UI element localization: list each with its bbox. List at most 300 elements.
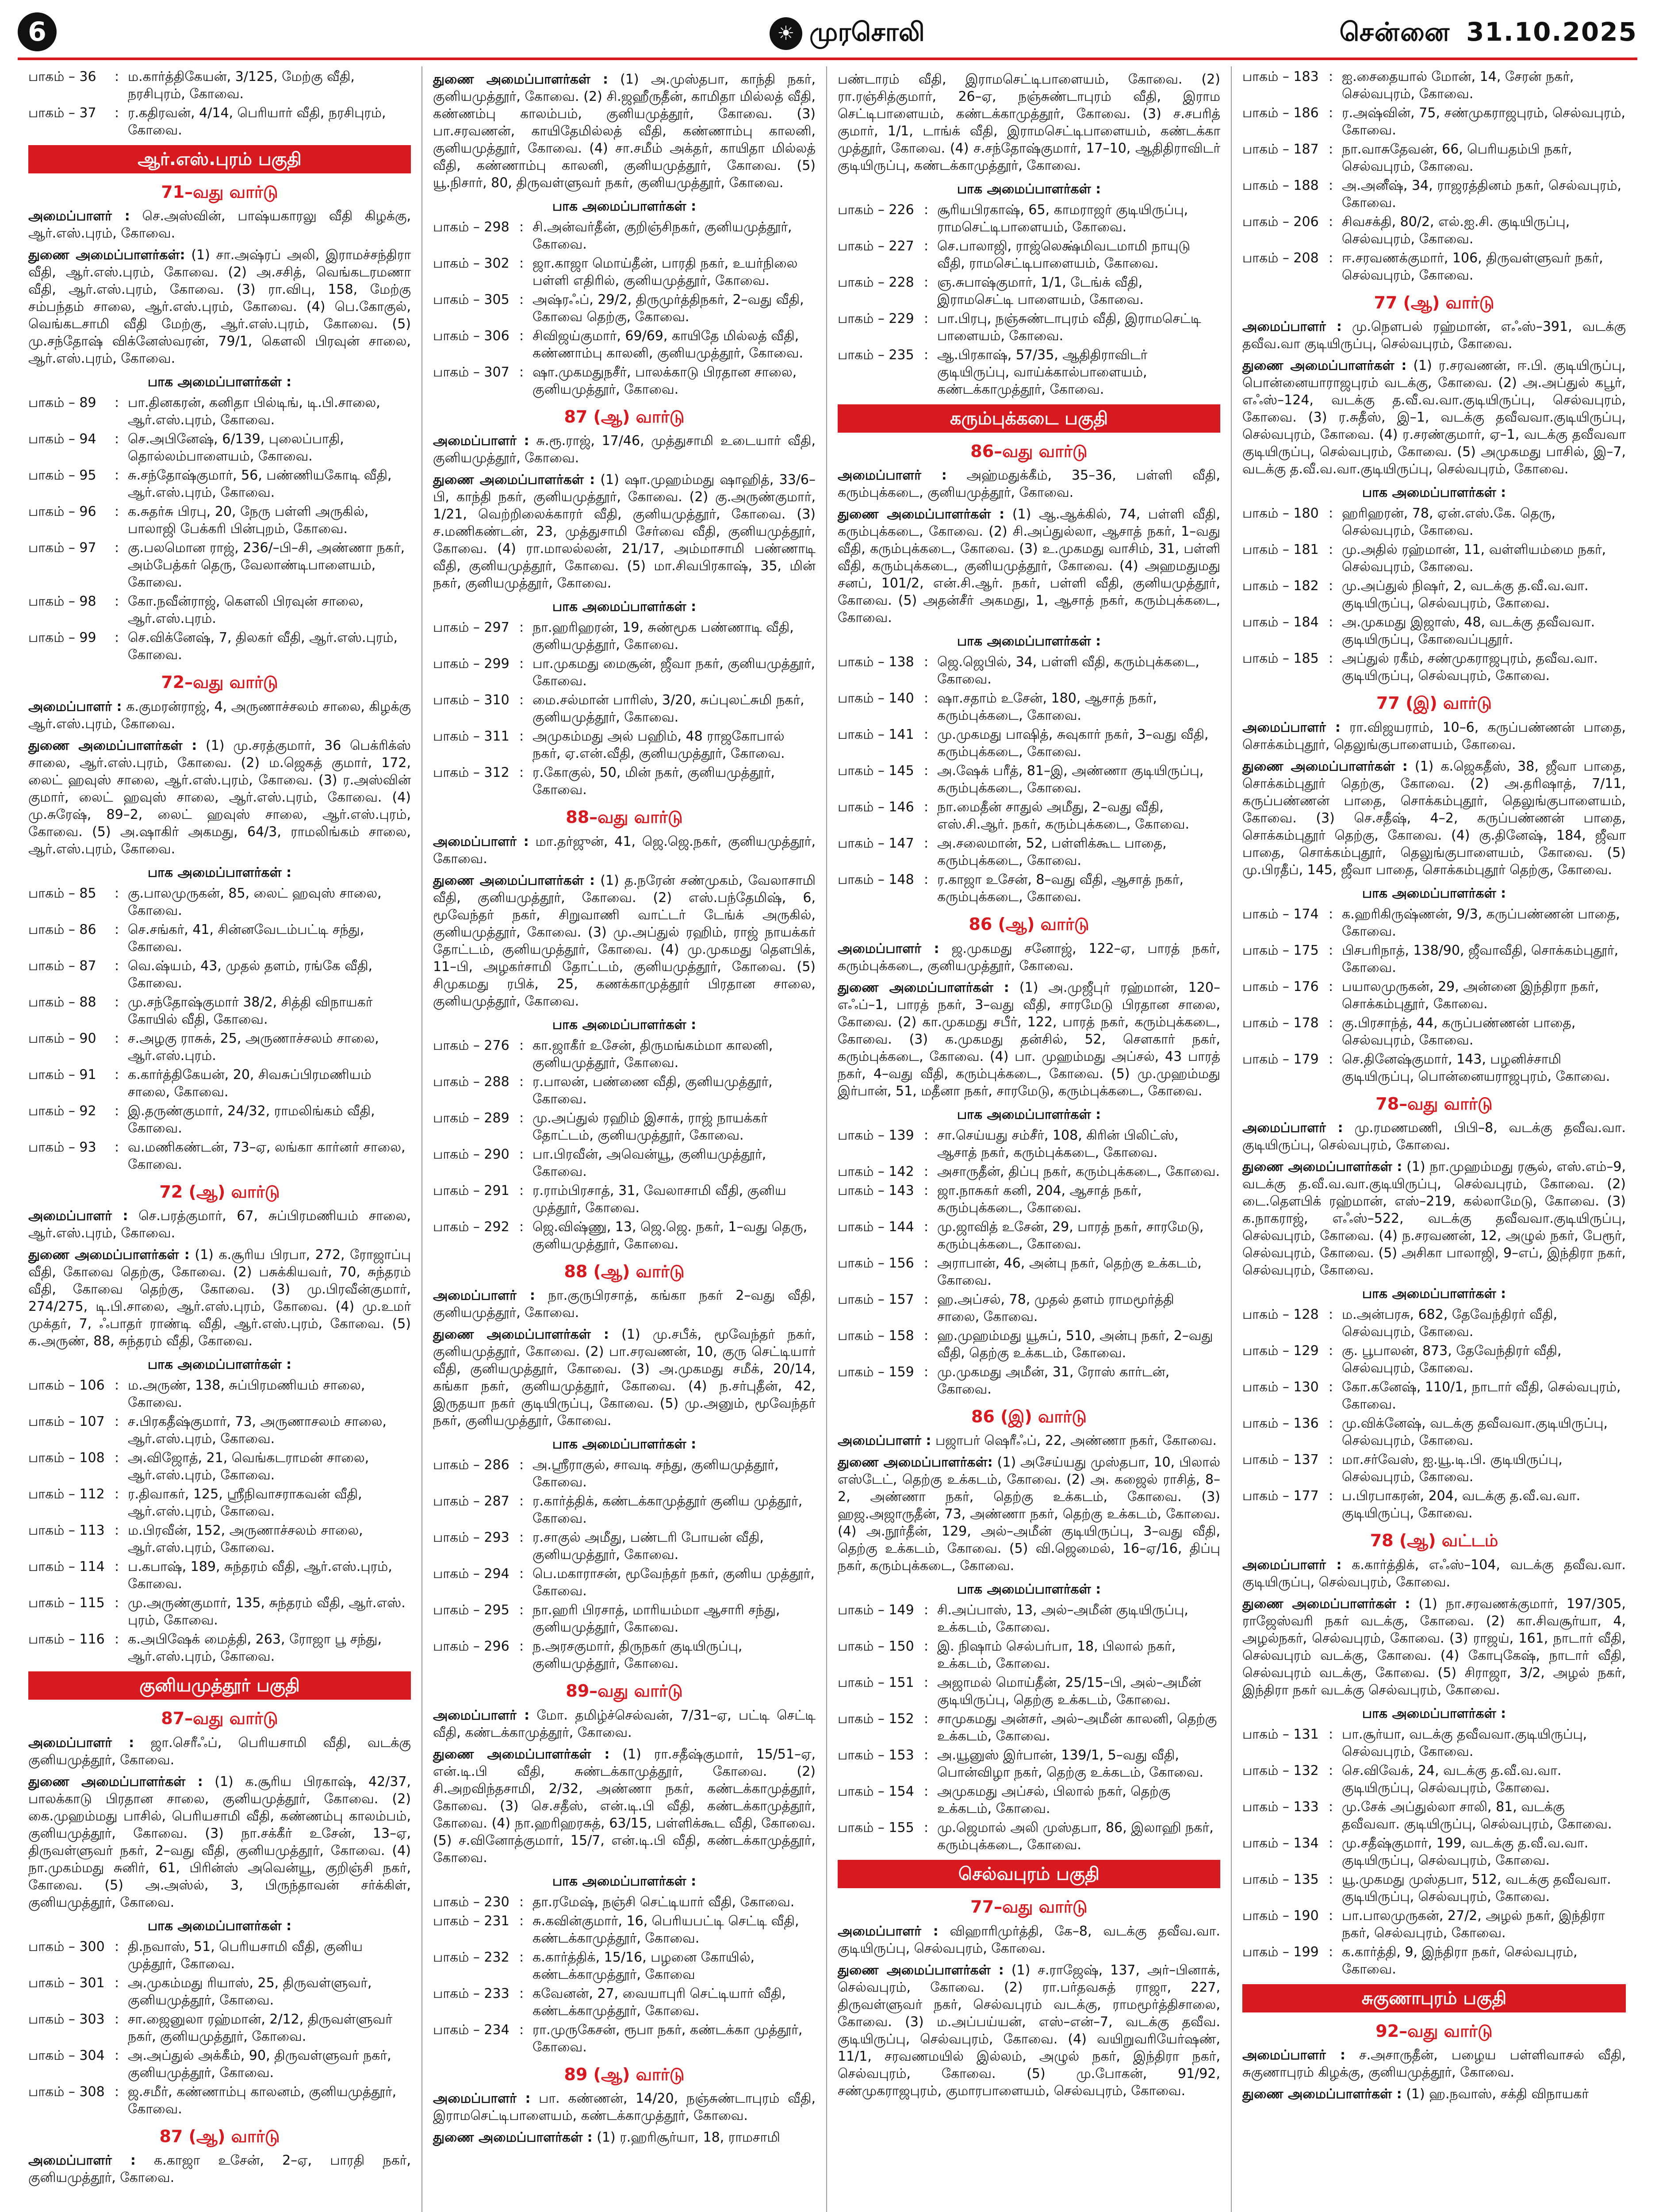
booth-number: பாகம் – 158: [838, 1328, 914, 1344]
booth-organizer-address: க.கார்த்தி, 9, இந்திரா நகர், செல்வபுரம், கோவை.: [1342, 1944, 1578, 1977]
booth-number: பாகம் – 131: [1242, 1726, 1319, 1742]
separator-colon: :: [519, 1110, 524, 1126]
separator-colon: :: [1329, 542, 1333, 558]
booth-entry: [1242, 577, 1626, 612]
booth-entry: [838, 690, 1220, 724]
booth-entry: [28, 503, 411, 538]
booth-organizers-subheading: பாக அமைப்பாளர்கள் :: [552, 1873, 697, 1889]
masthead: [18, 9, 1637, 60]
booth-entry: [28, 1486, 411, 1520]
organizer-details: (1) நா.சரவணக்குமார், 197/305, ராஜேஸ்வரி நகர் வடக்கு, கோவை. (2) கா.சிவசூர்யா, 4, அழல்நகர், செல்வபுரம், கோவை. (3) ராஜய், 161, நாடார் வீதி, செல்வபுரம் வடக்கு, கோவை. (4) கோபுகேஷ், நாடார் வீதி, செல்வபுரம் வடக்கு, கோவை. (5) சிராஜா, 3/2, அழல் நகர், இந்திரா நகர் வடக்கு செல்வபுரம், கோவை.: [1242, 1596, 1626, 1698]
booth-number: பாகம் – 185: [1242, 651, 1319, 667]
booth-entry: [1242, 1014, 1626, 1049]
booth-number: பாகம் – 188: [1242, 178, 1319, 193]
booth-organizer-address: க.ஹரிகிருஷ்ணன், 9/3, கருப்பண்ணன் பாதை, கோவை.: [1342, 906, 1620, 939]
organizer-paragraph: [838, 506, 1220, 626]
separator-colon: :: [924, 727, 929, 743]
booth-entry: [838, 201, 1220, 236]
separator-colon: :: [115, 885, 119, 901]
booth-organizer-address: மா.சர்வேஸ், ஐ.யூ.டி.பி. குடியிருப்பு, செல்வபுரம், கோவை.: [1342, 1452, 1563, 1485]
booth-number: பாகம் – 112: [28, 1486, 105, 1502]
booth-entry: [838, 653, 1220, 688]
separator-colon: :: [115, 395, 119, 411]
booth-number: பாகம் – 303: [28, 2011, 105, 2027]
booth-entry: [433, 1073, 816, 1108]
booth-number: பாகம் – 115: [28, 1595, 105, 1611]
booth-number: பாகம் – 294: [433, 1566, 510, 1582]
booth-number: பாகம் – 90: [28, 1030, 96, 1046]
booth-organizer-address: பயாலமுருகன், 29, அன்னை இந்திரா நகர், சொக்கம்புதூர், கோவை.: [1342, 979, 1599, 1012]
role-label: அமைப்பாளர் :: [1242, 719, 1341, 735]
booth-organizer-address: யூ.முகமது முஸ்தபா, 512, வடக்கு தவீவவா. குடியிருப்பு, செல்வபுரம், கோவை.: [1342, 1871, 1611, 1905]
booth-organizer-address: அ.அனீஷ், 34, ராஜரத்தினம் நகர், செல்வபுரம், கோவை.: [1342, 178, 1622, 211]
booth-number: பாகம் – 157: [838, 1291, 914, 1307]
organizer-paragraph: [1242, 2047, 1626, 2081]
booth-entry: [1242, 1487, 1626, 1522]
separator-colon: :: [924, 1602, 929, 1618]
separator-colon: :: [519, 328, 524, 344]
booth-number: பாகம் – 87: [28, 958, 96, 974]
separator-colon: :: [1329, 614, 1333, 630]
booth-organizer-address: ஜ.சமீர், கண்ணாம்பு காலனம், குனியமுத்தூர், கோவை.: [128, 2084, 397, 2117]
booth-organizer-address: ஈ.சரவணக்குமார், 106, திருவள்ளுவர் நகர், செல்வபுரம், கோவை.: [1342, 250, 1603, 283]
booth-organizer-address: அசாருதீன், திப்பு நகர், கரும்புக்கடை, கோவை.: [937, 1164, 1220, 1179]
booth-entry: [1242, 1342, 1626, 1377]
booth-number: பாகம் – 174: [1242, 906, 1319, 922]
column-1: [18, 66, 422, 2212]
booth-entry: [433, 219, 816, 253]
booth-organizer-address: மு.சேக் அப்துல்லா சாலி, 81, வடக்கு தவீவவா. குடியிருப்பு, செல்வபுரம், கோவை.: [1342, 1799, 1612, 1832]
booth-organizer-address: அ.ஷேக் பரீத், 81–இ, அண்ணா குடியிருப்பு, கரும்புக்கடை, கோவை.: [937, 763, 1204, 796]
booth-organizers-subheading: பாக அமைப்பாளர்கள் :: [1362, 885, 1506, 901]
dateline-date: 31.10.2025: [1466, 17, 1637, 47]
separator-colon: :: [519, 365, 524, 380]
booth-number: பாகம் – 208: [1242, 250, 1319, 266]
dateline: [1323, 17, 1637, 50]
organizer-paragraph: [1242, 1158, 1626, 1279]
organizer-details: செ.அஸ்வின், பாஷ்யகாரலு வீதி கிழக்கு, ஆர்.எஸ்.புரம், கோவை.: [28, 208, 411, 242]
role-label: துணை அமைப்பாளர்கள் :: [1242, 1159, 1402, 1175]
ward-heading: 87 (ஆ) வார்டு: [159, 2126, 280, 2146]
separator-colon: :: [924, 836, 929, 852]
organizer-details: (1) மு.சரத்குமார், 36 பெக்ரிக்ஸ் சாலை, ஆர்.எஸ்.புரம், கோவை. (2) ம.ஜெகத் குமார், 172, லைட் ஹவுஸ் சாலை, ஆர்.எஸ்.புரம், கோவை. (3) ர.அஸ்வின் குமார், லைட் ஹவுஸ் சாலை, ஆர்.எஸ்.புரம், கோவை. (4) மு.சுரேஷ், 89–2, லைட் ஹவுஸ் சாலை, ஆர்.எஸ்.புரம், கோவை. (5) அ.ஷாகிர் அகமது, 64/3, ராமலிங்கம் சாலை, ஆர்.எஸ்.புரம், கோவை.: [28, 737, 411, 857]
booth-number: பாகம் – 91: [28, 1067, 96, 1083]
organizer-details: விஹாரிமுர்த்தி, கே–8, வடக்கு தவீவ.வா. குடியிருப்பு, செல்வபுரம், கோவை.: [838, 1923, 1220, 1956]
area-section-banner: ஆர்.எஸ்.புரம் பகுதி: [28, 145, 411, 173]
separator-colon: :: [924, 1820, 929, 1836]
organizer-details: (1) ஷா.முஹம்மது ஷாஹித், 33/6–பி, காந்தி நகர், குனியமுத்தூர், கோவை. (2) கு.அருண்குமார், 1/21, வெற்றிலைக்காரர் வீதி, குனியமுத்தூர், கோவை. (3) ச.மணிகண்டன், 23, முத்துசாமி சேர்வை வீதி, குனியமுத்தூர், கோவை. (4) ரா.மாலல்லன், 21/17, அம்மாசாமி பண்ணாடி வீதி, குனியமுத்தூர், கோவை. (5) மா.சிவபிரகாஷ், 35, மின் நகர், குனியமுத்தூர், கோவை.: [433, 472, 816, 591]
organizer-details: (1) ச.ராஜேஷ், 137, அர்–பினாக், செல்வபுரம், கோவை. (2) ரா.பர்தவசுத் ராஜா, 227, திருவள்ளுவர் நகர், செல்வபுரம் வடக்கு, ராமமூர்த்திசாலை, கோவை. (3) ம.அப்பய்யன், எஸ்–என்–7, வடக்கு தவீவ. குடியிருப்பு, செல்வபுரம், கோவை. (4) வயிறுவரியேர்ஷண், 11/1, சரவணமயில் இல்லம், அழுல் நகர், இந்திரா நகர், செல்வபுரம், கோவை. (5) மு.போகன், 91/92, சண்முகராஜபுரம், குமாரபாளையம், செல்வபுரம், கோவை.: [838, 1962, 1220, 2099]
booth-organizer-address: பா.முகமது மைசூன், ஜீவா நகர், குனியமுத்தூர், கோவை.: [533, 656, 816, 689]
separator-colon: :: [115, 1378, 119, 1394]
booth-organizer-address: ஜெ.ஜெபில், 34, பள்ளி வீதி, கரும்புக்கடை, கோவை.: [937, 654, 1199, 687]
booth-entry: [838, 1255, 1220, 1289]
dateline-city: சென்னை: [1339, 17, 1451, 47]
booth-entry: [433, 291, 816, 326]
booth-number: பாகம் – 37: [28, 105, 96, 121]
booth-organizer-address: பா.பாலமுருகன், 27/2, அழல் நகர், இந்திரா நகர், செல்வபுரம், கோவை.: [1342, 1908, 1605, 1941]
booth-entry: [838, 1747, 1220, 1781]
booth-number: பாகம் – 128: [1242, 1307, 1319, 1323]
organizer-paragraph: [28, 1773, 411, 1911]
booth-entry: [28, 1594, 411, 1629]
booth-number: பாகம் – 301: [28, 1975, 105, 1991]
booth-organizer-address: சி.அன்வர்தீன், குறிஞ்சிநகர், குனியமுத்தூர், கோவை.: [533, 219, 792, 252]
organizer-details: (1) நா.முஹம்மது ரசூல், எஸ்.எம்–9, வடக்கு த.வீ.வ.வா.குடியிருப்பு, செல்வபுரம், கோவை. (2) டை.தெளபிக் ரஹ்மான், எஸ்–219, கல்லாமேடு, கோவை. (3) க.நாகராஜ், எஃஸ்–522, வடக்கு தவீவவா.குடியிருப்பு, செல்வபுரம், கோவை. (4) ந.சரவணன், 12, அழுல் நகர், பேரூர், செல்வபுரம், கோவை. (5) அசிகா பாலாஜி, 9–எப், இந்திரா நகர், செல்வபுரம், கோவை.: [1242, 1159, 1626, 1279]
ward-heading: 86 (இ) வார்டு: [971, 1406, 1087, 1426]
booth-number: பாகம் – 137: [1242, 1452, 1319, 1468]
booth-entry: [28, 1413, 411, 1448]
booth-organizer-address: மு.அருண்குமார், 135, சுந்தரம் வீதி, ஆர்.எஸ். புரம், கோவை.: [128, 1595, 406, 1628]
booth-entry: [28, 1631, 411, 1665]
separator-colon: :: [1329, 578, 1333, 594]
role-label: துணை அமைப்பாளர்கள் :: [28, 1774, 203, 1790]
separator-colon: :: [115, 1523, 119, 1539]
booth-organizer-address: சாமுகமது அன்சர், அல்–அமீன் காலனி, தெற்கு உக்கடம், கோவை.: [937, 1711, 1217, 1744]
booth-organizers-subheading: பாக அமைப்பாளர்கள் :: [957, 1106, 1101, 1122]
separator-colon: :: [115, 2084, 119, 2100]
ward-heading: 72–வது வார்டு: [161, 672, 278, 692]
booth-number: பாகம் – 295: [433, 1602, 510, 1618]
booth-entry: [28, 994, 411, 1028]
ward-heading: 89 (ஆ) வார்டு: [564, 2064, 685, 2084]
role-label: அமைப்பாளர் :: [1242, 1120, 1343, 1136]
booth-entry: [28, 2047, 411, 2081]
role-label: அமைப்பாளர் :: [433, 1707, 530, 1723]
booth-number: பாகம் – 114: [28, 1559, 105, 1575]
booth-entry: [433, 1601, 816, 1636]
booth-organizer-address: அஜாமல் மொய்தீன், 25/15–பி, அல்–அமீன் குடியிருப்பு, தெற்கு உக்கடம், கோவை.: [937, 1675, 1201, 1708]
booth-organizer-address: ஹ.முஹம்மது யூசுப், 510, அன்பு நகர், 2–வது வீதி, தெற்கு உக்கடம், கோவை.: [937, 1328, 1213, 1361]
newspaper-name: முரசொலி: [809, 17, 925, 47]
booth-organizer-address: செ.விக்னேஷ், 7, திலகர் வீதி, ஆர்.எஸ்.புரம், கோவை.: [128, 630, 398, 663]
booth-number: பாகம் – 234: [433, 2022, 510, 2038]
booth-entry: [433, 1146, 816, 1180]
organizer-paragraph: [838, 1454, 1220, 1575]
booth-entry: [28, 1938, 411, 1973]
organizer-details: (1) க.ஜெகதீஸ், 38, ஜீவா பாதை, சொக்கம்புதூர் தெற்கு, கோவை. (2) அ.தரிஷாத், 7/11, கருப்பண்ணன் பாதை, சொக்கம்புதூர், தெலுங்குபாளையம், கோவை. (3) செ.சதீஷ், 4–2, கருப்பண்ணன் பாதை, சொக்கம்புதூர் தெற்கு, கோவை. (4) கு.தினேஷ், 184, ஜீவா பாதை, சொக்கம்புதூர், தெலுங்குபாளையம், கோவை. (5) மு.பிரதீப், 145, ஜீவா பாதை, சொக்கம்புதூர் தெற்கு, கோவை.: [1242, 758, 1626, 878]
booth-entry: [433, 1912, 816, 1947]
separator-colon: :: [924, 799, 929, 815]
role-label: துணை அமைப்பாளர்கள் :: [433, 1746, 610, 1762]
separator-colon: :: [924, 1747, 929, 1763]
booth-organizer-address: ம.பிரவீன், 152, அருணாச்சலம் சாலை, ஆர்.எஸ்.புரம், கோவை.: [128, 1523, 363, 1556]
booth-organizers-subheading: பாக அமைப்பாளர்கள் :: [1362, 485, 1506, 501]
booth-entry: [838, 1638, 1220, 1672]
organizer-details: (1) சா.அஷ்ரப் அலி, இராமச்சந்திரா வீதி, ஆர்.எஸ்.புரம், கோவை. (2) அ.சசித், வெங்கடரமணா வீதி, ஆர்.எஸ்.புரம், கோவை. (3) ரா.விபு, 158, மேற்கு சம்பந்தம் சாலை, ஆர்.எஸ்.புரம், கோவை. (4) பெ.கோகுல், வெங்கடசாமி வீதி மேற்கு, ஆர்.எஸ்.புரம், கோவை. (5) மு.சந்தோஷ் விக்னேஸ்வரன், 79/1, கௌலி பிரவுன் சாலை, ஆர்.எஸ்.புரம், கோவை.: [28, 247, 411, 367]
booth-number: பாகம் – 179: [1242, 1051, 1319, 1067]
booth-entry: [1242, 177, 1626, 211]
booth-entry: [838, 274, 1220, 308]
organizer-paragraph: [28, 2152, 411, 2186]
organizer-paragraph: [433, 1326, 816, 1429]
booth-number: பாகம் – 143: [838, 1183, 914, 1198]
booth-number: பாகம் – 292: [433, 1219, 510, 1235]
organizer-details: பண்டாரம் வீதி, இராமசெட்டிபாளையம், கோவை. (2) ரா.ரஞ்சித்குமார், 26–ஏ, நஞ்சுண்டாபுரம் வீதி, இராம செட்டிபாளையம், கண்டக்காமுத்தூர், கோவை. (3) ச.சபரித் குமார், 1/1, டாங்க் வீதி, இராமசெட்டிபாளையம், கண்டக்கா முத்தூர், கோவை. (4) ச.சந்தோஷ்குமார், 17–10, ஆதிதிராவிடர் குடியிருப்பு, கண்டக்காமுத்தூர், கோவை.: [838, 72, 1220, 173]
booth-organizer-address: மு.சதீஷ்குமார், 199, வடக்கு த.வீ.வ.வா. குடியிருப்பு, செல்வபுரம், கோவை.: [1342, 1835, 1589, 1868]
separator-colon: :: [924, 1328, 929, 1344]
booth-organizer-address: கு.பிரசாந்த், 44, கருப்பண்ணன் பாதை, செல்வபுரம், கோவை.: [1342, 1015, 1576, 1048]
booth-entry: [28, 2011, 411, 2045]
booth-organizer-address: ர.திவாகர், 125, ஸ்ரீநிவாசராகவன் வீதி, ஆர்.எஸ்.புரம், கோவை.: [128, 1486, 362, 1520]
organizer-details: மு.நௌபல் ரஹ்மான், எஃஸ்–391, வடக்கு தவீவ.வா குடியிருப்பு, செல்வபுரம், கோவை.: [1242, 319, 1626, 352]
booth-organizer-address: இ.தருண்குமார், 24/32, ராமலிங்கம் வீதி, கோவை.: [128, 1103, 375, 1136]
booth-entry: [28, 593, 411, 627]
booth-number: பாகம் – 93: [28, 1139, 96, 1155]
separator-colon: :: [924, 1219, 929, 1235]
booth-organizer-address: அ.சலைமான், 52, பள்ளிக்கூட பாதை, கரும்புக்கடை, கோவை.: [937, 836, 1167, 869]
separator-colon: :: [115, 922, 119, 937]
role-label: அமைப்பாளர் :: [838, 1433, 931, 1449]
booth-entry: [28, 2083, 411, 2118]
organizer-details: சு.ரூ.ராஜ், 17/46, முத்துசாமி உடையார் வீதி, குனியமுத்தூர், கோவை.: [433, 433, 816, 466]
booth-number: பாகம் – 300: [28, 1939, 105, 1955]
booth-organizer-address: ரா.முருகேசன், ரூபா நகர், கண்டக்கா முத்தூர், கோவை.: [533, 2022, 803, 2055]
rising-sun-logo-icon: ☀: [770, 17, 802, 50]
organizer-paragraph: [433, 833, 816, 868]
separator-colon: :: [519, 1602, 524, 1618]
separator-colon: :: [115, 504, 119, 520]
ward-heading: 86 (ஆ) வார்டு: [969, 914, 1089, 934]
booth-number: பாகம் – 99: [28, 630, 96, 646]
booth-organizer-address: மு.முகமது அமீன், 31, ரோஸ் கார்டன், கோவை.: [937, 1364, 1170, 1397]
role-label: அமைப்பாளர் :: [838, 941, 939, 956]
article-columns: [18, 66, 1637, 2212]
separator-colon: :: [519, 1037, 524, 1053]
booth-entry: [28, 957, 411, 992]
separator-colon: :: [519, 1457, 524, 1473]
booth-entry: [1242, 1415, 1626, 1449]
column-3: [827, 66, 1232, 2212]
booth-organizer-address: மு.சந்தோஷ்குமார் 38/2, சித்தி விநாயகர் கோயில் வீதி, கோவை.: [128, 994, 373, 1027]
booth-organizer-address: அமுகம்மது அல் பஹிம், 48 ராஜகோபால் நகர், ஏ.என்.வீதி, குனியமுத்தூர், கோவை.: [533, 729, 785, 762]
booth-organizer-address: ஐ.சைதையால் மோன், 14, சேரன் நகர், செல்வபுரம், கோவை.: [1342, 69, 1574, 102]
booth-entry: [433, 1529, 816, 1563]
booth-organizer-address: கு.பலமொன ராஜ், 236/–பி–சி, அண்ணா நகர், அம்பேத்கர் தெரு, வேலாண்டிபாளையம், கோவை.: [128, 540, 405, 591]
booth-organizer-address: சிவசக்தி, 80/2, எல்.ஐ.சி. குடியிருப்பு, செல்வபுரம், கோவை.: [1342, 214, 1570, 247]
booth-organizer-address: சா.செய்யது சம்சீர், 108, கிரின் பிலிட்ஸ், ஆசாத் நகர், கரும்புக்கடை, கோவை.: [937, 1127, 1179, 1160]
organizer-details: மோ. தமிழ்ச்செல்வன், 7/31–ஏ, பட்டி செட்டி வீதி, கண்டக்காமுத்தூர், கோவை.: [433, 1707, 816, 1740]
separator-colon: :: [1329, 1452, 1333, 1468]
booth-organizer-address: ர.ராம்பிரசாத், 31, வேலாசாமி வீதி, குனிய முத்தூர், கோவை.: [533, 1183, 786, 1216]
separator-colon: :: [115, 431, 119, 447]
booth-entry: [28, 394, 411, 429]
area-section-banner: சுகுணாபுரம் பகுதி: [1242, 1984, 1626, 2012]
booth-organizer-address: ச.பிரகதீஷ்குமார், 73, அருணாசலம் சாலை, ஆர்.எஸ்.புரம், கோவை.: [128, 1414, 387, 1447]
booth-number: பாகம் – 88: [28, 994, 96, 1010]
booth-entry: [838, 1819, 1220, 1854]
role-label: துணை அமைப்பாளர்கள் :: [838, 507, 1005, 522]
booth-number: பாகம் – 235: [838, 347, 914, 363]
role-label: அமைப்பாளர் :: [28, 1735, 134, 1751]
separator-colon: :: [924, 1711, 929, 1727]
separator-colon: :: [1329, 142, 1333, 157]
organizer-paragraph: [1242, 719, 1626, 753]
booth-organizers-subheading: பாக அமைப்பாளர்கள் :: [552, 199, 697, 214]
separator-colon: :: [1329, 214, 1333, 230]
separator-colon: :: [115, 1030, 119, 1046]
separator-colon: :: [924, 1639, 929, 1655]
booth-number: பாகம் – 132: [1242, 1763, 1319, 1778]
booth-number: பாகம் – 159: [838, 1364, 914, 1380]
booth-organizer-address: சிவிஜய்குமார், 69/69, காயிதே மில்லத் வீதி, கண்ணாம்பு காலனி, குனியமுத்தூர், கோவை.: [533, 328, 804, 361]
booth-organizer-address: சு.சந்தோஷ்குமார், 56, பண்ணியகோடி வீதி, ஆர்.எஸ்.புரம், கோவை.: [128, 468, 392, 501]
organizer-paragraph: [433, 2090, 816, 2124]
booth-number: பாகம் – 305: [433, 292, 510, 307]
organizer-details: மா.தர்ஜுன், 41, ஜெ.ஜெ.நகர், குனியமுத்தூர், கோவை.: [433, 833, 816, 867]
booth-number: பாகம் – 199: [1242, 1944, 1319, 1960]
booth-organizer-address: அ.முகமது இஜாஸ், 48, வடக்கு தவீவவா. குடியிருப்பு, கோவைப்புதூர்.: [1342, 614, 1595, 648]
booth-entry: [838, 346, 1220, 398]
role-label: துணை அமைப்பாளர்கள் :: [838, 1962, 1004, 1978]
separator-colon: :: [115, 1975, 119, 1991]
booth-entry: [28, 104, 411, 139]
ward-heading: 86–வது வார்டு: [970, 442, 1088, 461]
separator-colon: :: [1329, 1726, 1333, 1742]
separator-colon: :: [924, 1255, 929, 1271]
organizer-paragraph: [433, 471, 816, 592]
separator-colon: :: [115, 594, 119, 610]
booth-organizers-subheading: பாக அமைப்பாளர்கள் :: [1362, 1705, 1506, 1721]
booth-organizer-address: ர.கதிரவன், 4/14, பெரியார் வீதி, நரசிபுரம், கோவை.: [128, 105, 386, 138]
booth-organizer-address: மு.முகமது பாஷித், சுவுகார் நகர், 3–வது வீதி, கரும்புக்கடை, கோவை.: [937, 727, 1209, 760]
booth-entry: [433, 255, 816, 289]
booth-number: பாகம் – 106: [28, 1378, 105, 1394]
booth-entry: [838, 1710, 1220, 1745]
separator-colon: :: [924, 1183, 929, 1198]
booth-entry: [1242, 1835, 1626, 1869]
separator-colon: :: [519, 765, 524, 781]
organizer-details: ஜ.முகமது சனோஜ், 122–ஏ, பாரத் நகர், கரும்புக்கடை, குனியமுத்தூர், கோவை.: [838, 941, 1220, 974]
booth-organizer-address: வெ.ஷ்யம், 43, முதல் தளம், ரங்கே வீதி, கோவை.: [128, 958, 373, 991]
booth-entry: [1242, 1798, 1626, 1833]
organizer-details: (1) மு.சபீக், மூவேந்தர் நகர், குனியமுத்தூர், கோவை. (2) பா.சரவணன், 10, குரு செட்டியார் வீதி, குனியமுத்தூர், கோவை. (3) அ.முகமது சமீக், 20/14, கங்கா நகர், குனியமுத்தூர், கோவை. (4) ந.சர்புதீன், 42, இருதயா நகர் குடியிருப்பு, கோவை. (5) மு.அனும், மூவேந்தர் நகர், குனியமுத்தூர், கோவை.: [433, 1327, 816, 1429]
booth-entry: [433, 2021, 816, 2056]
booth-number: பாகம் – 276: [433, 1037, 510, 1053]
organizer-details: செ.பரத்குமார், 67, சுப்பிரமணியம் சாலை, ஆர்.எஸ்.புரம், கோவை.: [28, 1208, 411, 1241]
role-label: துணை அமைப்பாளர்கள்:: [838, 1455, 993, 1471]
separator-colon: :: [1329, 1307, 1333, 1323]
separator-colon: :: [519, 2022, 524, 2038]
booth-organizer-address: ஜெ.விஷ்ணு, 13, ஜெ.ஜெ. நகர், 1–வது தெரு, குனியமுத்தூர், கோவை.: [533, 1219, 808, 1252]
booth-organizer-address: ப.பிரபாகரன், 204, வடக்கு த.வீ.வ.வா. குடியிருப்பு, கோவை.: [1342, 1488, 1581, 1521]
organizer-paragraph: [28, 207, 411, 242]
booth-organizer-address: பா.பிரவீன், அவென்யூ, குனியமுத்தூர், கோவை.: [533, 1146, 766, 1179]
organizer-details: (1) த.நரேன் சண்முகம், வேலாசாமி வீதி, குனியமுத்தூர், கோவை. (2) எஸ்.பந்தேமிஷ், 6, மூவேந்தர் நகர், சிறுவாணி வாட்டர் டேங்க் அருகில், குனியமுத்தூர், கோவை. (3) மு.அப்துல் ரஹிம், ராஜ் நாயக்கர் தோட்டம், குனியமுத்தூர், கோவை. (4) மு.முகமது தௌபிக், 11–பி, அழகர்சாமி தோட்டம், குனியமுத்தூர், கோவை. (5) சிமுகமது ரபிக், 25, கணக்காமுத்தூர் பிரதான சாலை, குனியமுத்தூர், கோவை.: [433, 872, 816, 1009]
booth-organizer-address: ஜா.நாசுகர் கனி, 204, ஆசாத் நகர், கரும்புக்கடை, கோவை.: [937, 1183, 1142, 1216]
booth-organizer-address: ஞ.சுபாஷ்குமார், 1/1, டேங்க் வீதி, இராமசெட்டி பாளையம், கோவை.: [937, 275, 1144, 307]
organizer-paragraph: [1242, 357, 1626, 478]
separator-colon: :: [924, 311, 929, 326]
booth-entry: [838, 1674, 1220, 1709]
role-label: அமைப்பாளர் :: [838, 1923, 939, 1939]
booth-number: பாகம் – 36: [28, 69, 96, 84]
organizer-paragraph: [1242, 758, 1626, 879]
booth-organizer-address: செ.தினேஷ்குமார், 143, பழனிச்சாமி குடியிருப்பு, பொன்னையராஜபுரம், கோவை.: [1342, 1051, 1610, 1084]
booth-organizer-address: அ.முகம்மது ரியாஸ், 25, திருவள்ளுவர், குனியமுத்தூர், கோவை.: [128, 1975, 372, 2008]
booth-number: பாகம் – 186: [1242, 105, 1319, 121]
booth-organizer-address: கா.ஜாகீர் உசேன், திருமங்கம்மா காலனி, குனியமுத்தூர், கோவை.: [533, 1037, 773, 1071]
booth-number: பாகம் – 151: [838, 1675, 914, 1691]
booth-number: பாகம் – 152: [838, 1711, 914, 1727]
booth-organizer-address: ர.காஜா உசேன், 8–வது வீதி, ஆசாத் நகர், கரும்புக்கடை, கோவை.: [937, 872, 1184, 905]
ward-heading: 72 (ஆ) வார்டு: [159, 1182, 280, 1202]
booth-entry: [838, 726, 1220, 760]
organizer-details: நா.குருபிரசாத், கங்கா நகர் 2–வது வீதி, குனியமுத்தூர், கோவை.: [433, 1288, 816, 1321]
booth-organizer-address: நா.வாசுதேவன், 66, பெரியதம்பி நகர், செல்வபுரம், கோவை.: [1342, 142, 1572, 174]
separator-colon: :: [1329, 1763, 1333, 1778]
separator-colon: :: [1329, 105, 1333, 121]
booth-number: பாகம் – 231: [433, 1913, 510, 1929]
role-label: அமைப்பாளர் :: [433, 433, 529, 449]
booth-number: பாகம் – 130: [1242, 1379, 1319, 1395]
booth-organizer-address: சு.கவின்குமார், 16, பெரியபட்டி செட்டி வீதி, கண்டக்காமுத்தூர், கோவை.: [533, 1913, 799, 1946]
booth-entry: [1242, 505, 1626, 539]
booth-entry: [28, 921, 411, 956]
organizer-paragraph: [28, 698, 411, 733]
booth-organizer-address: பா.தினகரன், கனிதா பில்டிங், டி.பி.சாலை, ஆர்.எஸ்.புரம், கோவை.: [128, 395, 380, 428]
booth-number: பாகம் – 94: [28, 431, 96, 447]
organizer-paragraph: [838, 71, 1220, 174]
booth-organizer-address: ர.பாலன், பண்ணை வீதி, குனியமுத்தூர், கோவை.: [533, 1074, 773, 1107]
booth-number: பாகம் – 142: [838, 1164, 914, 1179]
booth-organizer-address: அராபான், 46, அன்பு நகர், தெற்கு உக்கடம், கோவை.: [937, 1255, 1202, 1288]
booth-entry: [1242, 906, 1626, 940]
separator-colon: :: [519, 1219, 524, 1235]
organizer-paragraph: [28, 1246, 411, 1350]
booth-organizer-address: க.கார்த்திக், 15/16, பழனை கோயில், கண்டக்காமுத்தூர், கோவை: [533, 1949, 755, 1982]
booth-number: பாகம் – 153: [838, 1747, 914, 1763]
area-section-banner: கரும்புக்கடை பகுதி: [838, 404, 1220, 433]
organizer-paragraph: [838, 979, 1220, 1100]
booth-number: பாகம் – 136: [1242, 1416, 1319, 1432]
booth-number: பாகம் – 183: [1242, 69, 1319, 84]
booth-organizer-address: பா.பிரபு, நஞ்சுண்டாபுரம் வீதி, இராமசெட்டி பாளையம், கோவை.: [937, 311, 1201, 344]
booth-number: பாகம் – 306: [433, 328, 510, 344]
booth-entry: [433, 1110, 816, 1144]
separator-colon: :: [519, 1985, 524, 2001]
separator-colon: :: [1329, 1379, 1333, 1395]
separator-colon: :: [519, 1566, 524, 1582]
booth-organizer-address: ம.அன்பரசு, 682, தேவேந்திரர் வீதி, செல்வபுரம், கோவை.: [1342, 1307, 1558, 1340]
booth-number: பாகம் – 297: [433, 620, 510, 636]
booth-organizer-address: ர.கோகுல், 50, மின் நகர், குனியமுத்தூர், கோவை.: [533, 765, 775, 798]
booth-entry: [1242, 68, 1626, 103]
booth-number: பாகம் – 140: [838, 691, 914, 707]
booth-entry: [28, 68, 411, 103]
booth-entry: [28, 1139, 411, 1173]
booth-entry: [28, 1974, 411, 2009]
booth-entry: [1242, 213, 1626, 248]
role-label: அமைப்பாளர் :: [433, 833, 529, 849]
separator-colon: :: [519, 1146, 524, 1162]
separator-colon: :: [1329, 1871, 1333, 1887]
booth-organizer-address: அ.ஸ்ரீராகுல், சாவடி சந்து, குனியமுத்தூர், கோவை.: [533, 1457, 779, 1490]
separator-colon: :: [924, 1784, 929, 1800]
organizer-details: (1) அ.முஜீபுர் ரஹ்மான், 120–எஃப்–1, பாரத் நகர், 3–வது வீதி, சாரமேடு பிரதான சாலை, கோவை. (2) கா.முகமது சபீர், 122, பாரத் நகர், கரும்புக்கடை, கோவை. (3) க.முகமது தன்சில், 52, சௌகார் நகர், கரும்புக்கடை, கோவை. (4) பா. முஹம்மது அப்சல், 43 பாரத் நகர், 4–வது வீதி, கரும்புக்கடை, கோவை. (5) மு.முஹம்மது இர்பான், 51, மதீனா நகர், சாரமேடு, கரும்புக்கடை, கோவை.: [838, 979, 1220, 1099]
separator-colon: :: [924, 691, 929, 707]
booth-organizer-address: பிசபரிநாத், 138/90, ஜீவாவீதி, சொக்கம்புதூர், கோவை.: [1342, 942, 1619, 975]
booth-number: பாகம் – 287: [433, 1494, 510, 1509]
ward-heading: 71–வது வார்டு: [161, 182, 278, 202]
role-label: அமைப்பாளர் :: [28, 1208, 128, 1224]
booth-entry: [1242, 1726, 1626, 1760]
organizer-details: பா. கண்ணன், 14/20, நஞ்சுண்டாபுரம் வீதி, இராமசெட்டிபாளையம், கண்டக்காமுத்தூர், கோவை.: [433, 2090, 816, 2124]
area-section-banner: செல்வபுரம் பகுதி: [838, 1860, 1220, 1888]
booth-number: பாகம் – 206: [1242, 214, 1319, 230]
separator-colon: :: [519, 219, 524, 235]
booth-organizer-address: ம.கார்த்திகேயன், 3/125, மேற்கு வீதி, நரசிபுரம், கோவை.: [128, 69, 355, 102]
